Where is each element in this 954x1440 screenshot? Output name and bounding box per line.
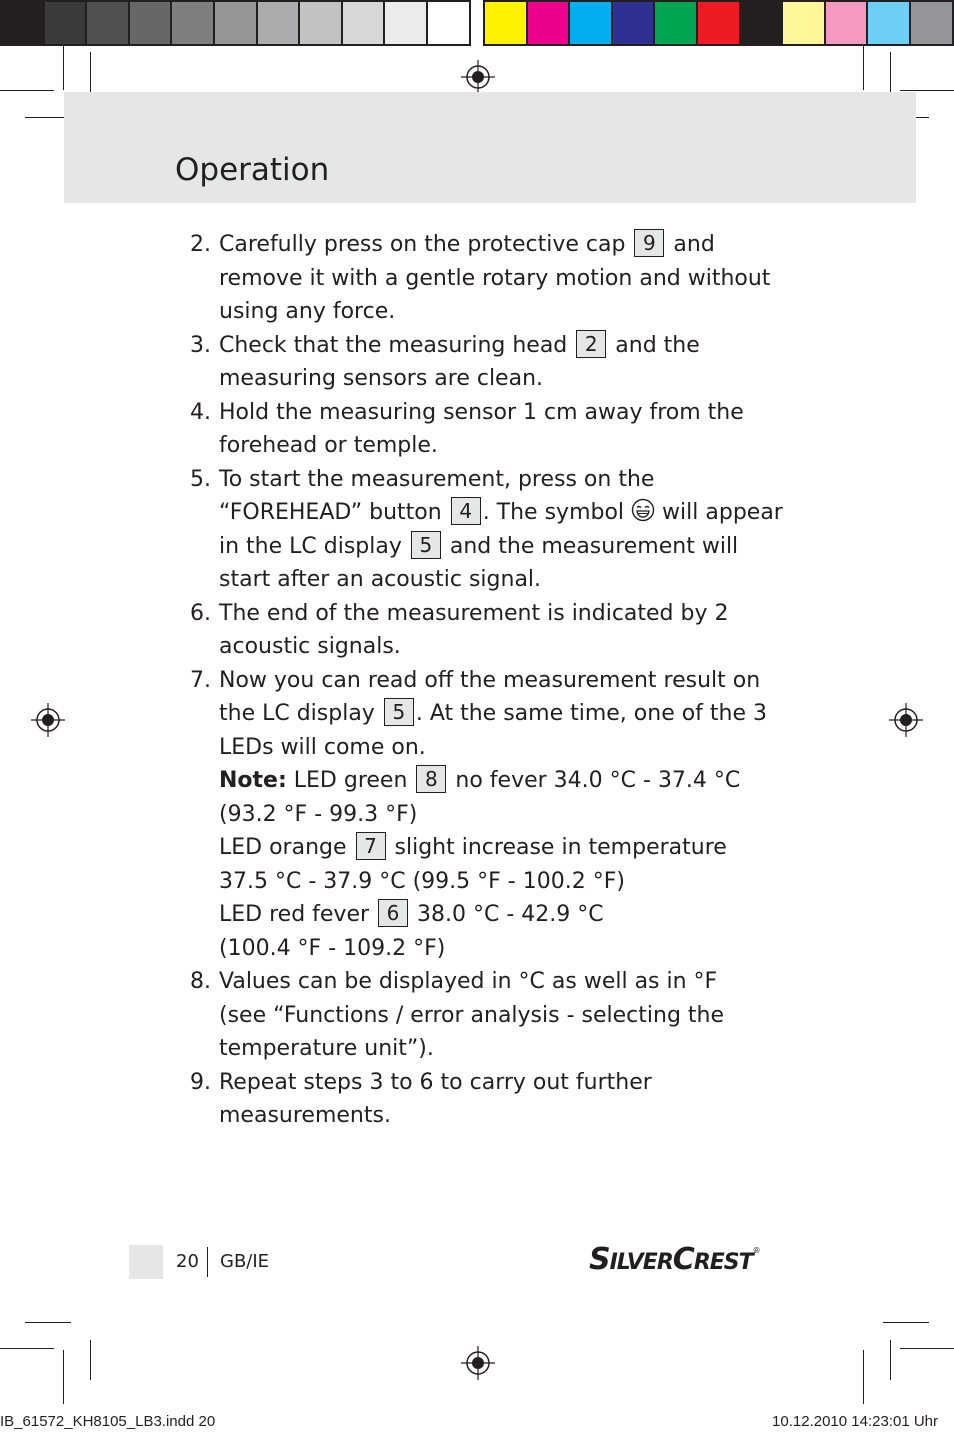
smiley-face-icon (631, 498, 655, 522)
crop-mark (63, 1350, 64, 1404)
color-swatch (741, 0, 784, 46)
list-item: 4. Hold the measuring sensor 1 cm away from the forehead or temple. (190, 399, 744, 458)
color-swatch (698, 0, 741, 46)
color-swatch (783, 0, 826, 46)
crop-mark (900, 1348, 954, 1349)
print-slug-timestamp: 10.12.2010 14:23:01 Uhr (772, 1413, 938, 1430)
footer-divider (207, 1247, 208, 1277)
part-reference: 8 (416, 765, 446, 793)
color-swatch (655, 0, 698, 46)
list-item: 2. Carefully press on the protective cap 9 and remove it with a gentle rotary motion and without using any force. (190, 231, 771, 324)
steps-list (190, 228, 790, 1133)
color-swatch (385, 0, 428, 46)
registration-mark-icon (31, 703, 65, 737)
crop-mark (25, 1322, 71, 1323)
color-swatch (0, 0, 45, 46)
registration-mark-icon (461, 1346, 495, 1380)
part-reference: 5 (411, 531, 441, 559)
note-red: LED red fever 6 38.0 °C - 42.9 °C (100.4 °F - 109.2 °F) (219, 901, 604, 961)
part-reference: 4 (451, 497, 481, 525)
color-swatch (826, 0, 869, 46)
registration-mark-icon (461, 60, 495, 94)
part-reference: 5 (384, 698, 414, 726)
color-swatch (87, 0, 130, 46)
part-reference: 9 (634, 229, 664, 257)
crop-mark (63, 46, 64, 90)
crop-mark (0, 1348, 54, 1349)
note-green: Note: LED green 8 no fever 34.0 °C - 37.4 °C (93.2 °F - 99.3 °F) (219, 767, 741, 827)
color-swatch (868, 0, 911, 46)
note-block (219, 764, 790, 965)
part-reference: 6 (378, 899, 408, 927)
crop-mark (90, 1340, 91, 1380)
language-code: GB/IE (220, 1251, 270, 1272)
color-swatch (258, 0, 301, 46)
list-item: 5. To start the measurement, press on the “FOREHEAD” button 4 . The symbol will appear in the LC display 5 and the measurement will start after an acoustic signal. (190, 466, 783, 592)
part-reference: 7 (356, 832, 386, 860)
list-item: 8. Values can be displayed in °C as well as in °F (see “Functions / error analysis - selecting the temperature unit”). (190, 969, 725, 1061)
registration-mark-icon (889, 703, 923, 737)
note-orange: LED orange 7 slight increase in temperature 37.5 °C - 37.9 °C (99.5 °F - 100.2 °F) (219, 834, 727, 894)
color-bar-cmyk (483, 0, 954, 46)
color-swatch (528, 0, 571, 46)
color-bar-grayscale (0, 0, 471, 46)
brand-logo: SILVERCREST® (589, 1242, 760, 1277)
crop-mark (883, 1322, 929, 1323)
page-title: Operation (175, 152, 330, 188)
crop-mark (890, 1340, 891, 1380)
page-number: 20 (176, 1251, 199, 1272)
color-swatch (483, 0, 528, 46)
color-swatch (300, 0, 343, 46)
color-swatch (570, 0, 613, 46)
list-item: 7. Now you can read off the measurement result on the LC display 5 . At the same time, one of the 3 LEDs will come on. Note: LED green 8 no fever 34.0 °C - 37.4 °C (93.2 °F - 99.3 °F) LED orange 7 slight increase in temperature 37.5 °C - 37.9 °C (99.5 °F - 100.2 °F) LED red fever 6 38.0 °C - 42.9 °C (100.4 °F - 109.2 °F) (190, 664, 790, 966)
crop-mark (0, 90, 54, 91)
crop-mark (863, 1350, 864, 1404)
crop-mark (863, 46, 864, 90)
color-swatch (130, 0, 173, 46)
note-label: Note: (219, 768, 287, 793)
list-item: 6. The end of the measurement is indicated by 2 acoustic signals. (190, 600, 729, 659)
color-swatch (215, 0, 258, 46)
part-reference: 2 (576, 330, 606, 358)
color-swatch (613, 0, 656, 46)
color-swatch (172, 0, 215, 46)
print-slug-file: IB_61572_KH8105_LB3.indd 20 (0, 1413, 216, 1430)
list-item: 3. Check that the measuring head 2 and the measuring sensors are clean. (190, 331, 700, 391)
color-swatch (45, 0, 88, 46)
color-swatch (428, 0, 471, 46)
crop-mark (900, 90, 954, 91)
color-swatch (911, 0, 954, 46)
list-item: 9. Repeat steps 3 to 6 to carry out further measurements. (190, 1069, 652, 1128)
color-swatch (343, 0, 386, 46)
footer-marker (129, 1245, 163, 1279)
